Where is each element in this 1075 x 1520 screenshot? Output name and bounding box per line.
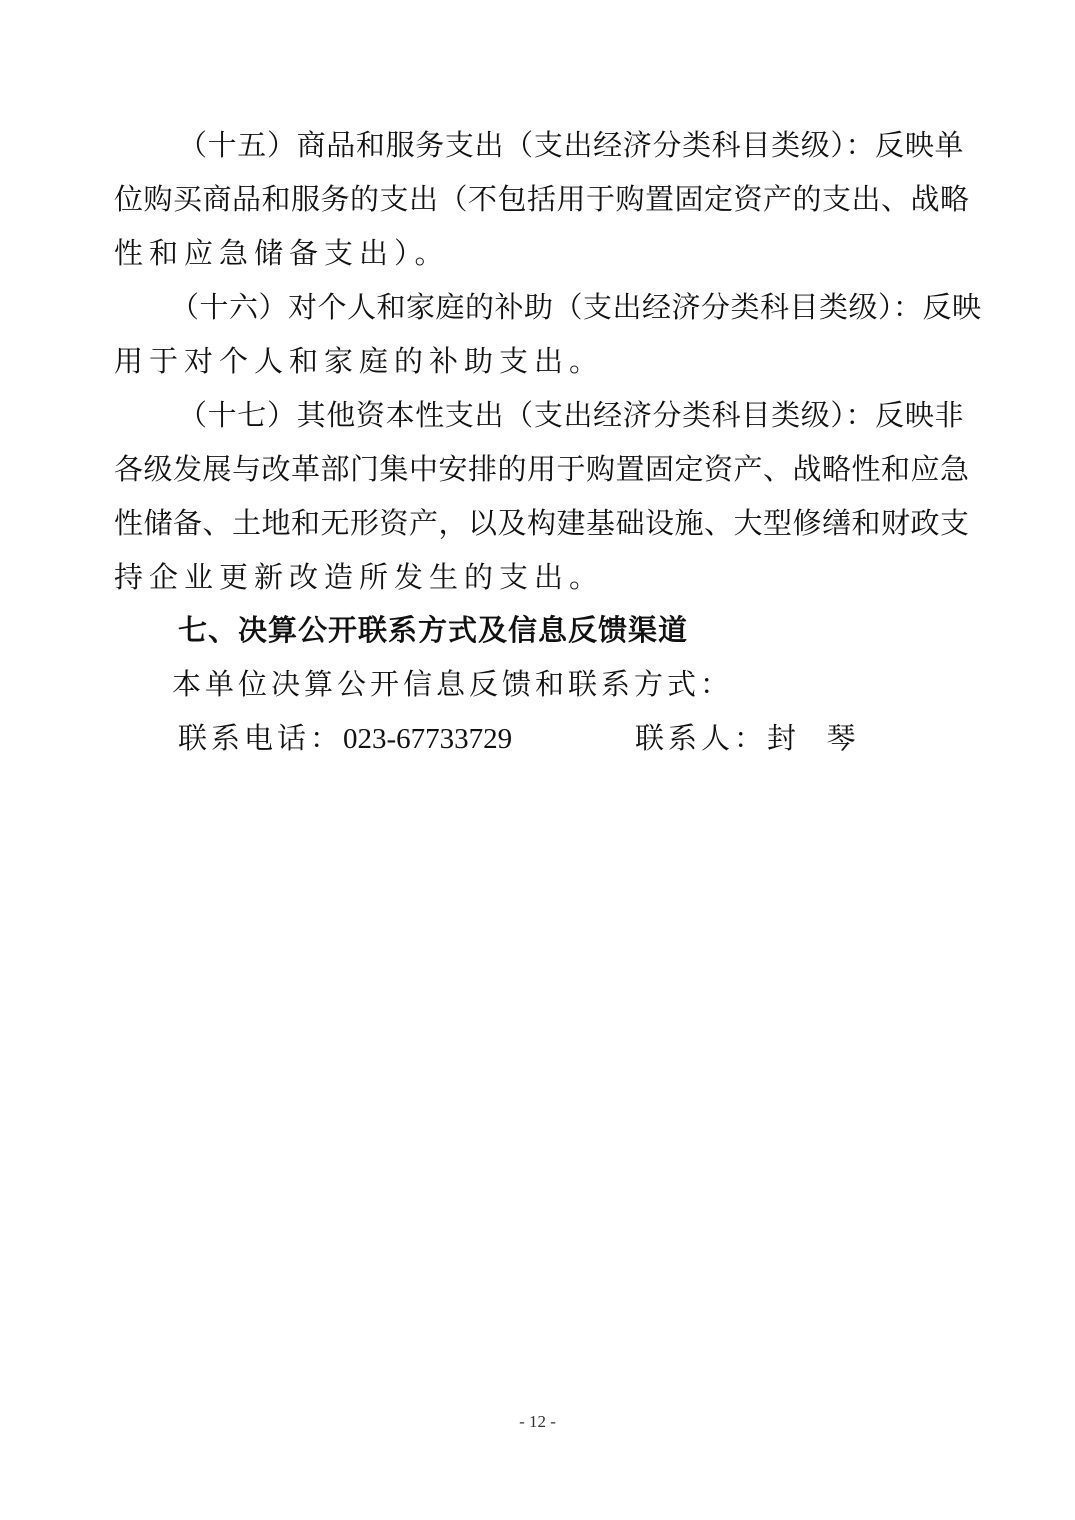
section7-heading: 七、决算公开联系方式及信息反馈渠道	[178, 613, 689, 647]
contact-label: 联系人：	[635, 721, 768, 755]
phone-number: 023-67733729	[343, 723, 513, 755]
item15-line1: （十五）商品和服务支出（支出经济分类科目类级）：反映单	[178, 128, 964, 162]
contact-line	[635, 711, 859, 765]
item15-line3: 性和应急储备支出）。	[114, 236, 450, 270]
item17-line2: 各级发展与改革部门集中安排的用于购置固定资产、战略性和应急	[114, 452, 970, 486]
item16-line1: （十六）对个人和家庭的补助（支出经济分类科目类级）：反映	[170, 290, 982, 324]
item17-line1: （十七）其他资本性支出（支出经济分类科目类级）：反映非	[178, 398, 964, 432]
item15-line2: 位购买商品和服务的支出（不包括用于购置固定资产的支出、战略	[114, 182, 970, 216]
phone-line	[178, 711, 512, 765]
phone-label: 联系电话：	[178, 721, 344, 755]
item16-line2: 用于对个人和家庭的补助支出。	[114, 344, 605, 378]
item17-line3: 性储备、土地和无形资产，以及构建基础设施、大型修缮和财政支	[114, 506, 970, 540]
page-number: - 12 -	[519, 1412, 556, 1431]
section7-intro: 本单位决算公开信息反馈和联系方式：	[172, 667, 734, 701]
item17-line4: 持企业更新改造所发生的支出。	[114, 560, 605, 594]
contact-name: 封 琴	[767, 721, 860, 755]
